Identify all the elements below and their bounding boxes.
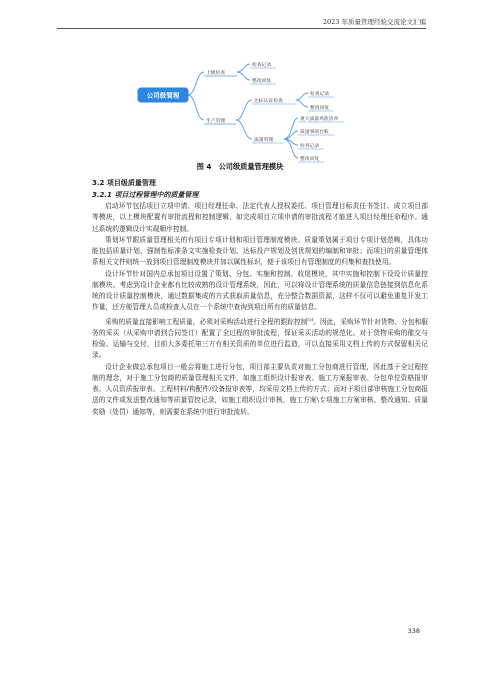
paragraph-planning: 策划环节跟质量管理相关的有项目专项计划和项目管理制度模块。质量策划属于项目专项计划范畴，具体功能包括质量计划、强制性标准条文实施检查计划、达标投产规划及创优规划的编制和审批；而项目的质量管理体系相关文件则统一放到项目管理制度模块并加以属性标识，便于该项目有管理制度的归集和查找使用。 xyxy=(92,235,428,267)
paragraph-procurement xyxy=(92,314,428,362)
root-node xyxy=(138,88,188,102)
node-standard-check: 达标认证检查 xyxy=(254,99,283,104)
paragraph-design: 设计环节针对国内总承包项目设置了策划、分包、实施和控制、收尾模块，其中实施和控制下设设计质量控制模块。考虑到设计企业都有比较成熟的设计管理系统，因此，可以将设计管理系统的质量信息链接到信息化系统的设计质量控制模块，通过数据集成的方式获取质量信息，充分整合数据资源，这样不仅可以避免重复开发工作量，还方便管理人员或检查人员在一个系统中查询到项目所有的质量信息。 xyxy=(92,269,428,312)
paragraph-construction: 设计企业做总承包项目一般会将施工进行分包，项目部主要负责对施工分包商进行管理，因此基于全过程控制的理念，对于施工分包商的质量管理相关文件，如施工组织设计报审表、施工方案报审表、分包单位资格报审表、人员资质报审表、工程材料/构配件/设备报审表等，均采用文档上传的方式；而对于项目部审核施工分包商报送的文件或发送整改通知等质量管控记录，如施工组织设计审核、施工方案\专项施工方案审核、整改通知、质量奖励（处罚）通知等，则需要在系统中进行审批流转。 xyxy=(92,362,428,416)
node-top-record: 检查记录 xyxy=(252,63,272,68)
node-quality-mgmt: 质量管理 xyxy=(254,138,274,143)
citation-ref: [3] xyxy=(307,316,314,322)
node-top-check: 上级检查 xyxy=(206,71,226,76)
node-incident-ledger: 质量事故台账 xyxy=(300,130,329,135)
paragraph-startup: 启动环节包括项目立项申请、项目经理任命、法定代表人授权委托、项目管理目标责任书签订、成立项目部等模块，以上模块配置有审批流程和控制逻辑，如完成项目立项申请的审批流程才能进入项目经理任命程序。通过系统的逻辑设计实现顺序控制。 xyxy=(92,202,428,233)
connector-lines xyxy=(188,64,308,158)
root-node-label: 公司级管理 xyxy=(146,91,180,100)
node-risk-list: 重大质量风险清单 xyxy=(300,117,339,122)
running-header: 2023 年质量管理经验交流论文汇编 xyxy=(322,18,426,26)
subsection-heading: 3.2.1 项目过程管理中的质量管理 xyxy=(92,191,199,199)
node-production: 生产管理 xyxy=(206,119,226,124)
node-std-rectify: 整改回复 xyxy=(310,106,330,111)
production-branch xyxy=(204,90,344,162)
node-std-record: 检查记录 xyxy=(310,92,330,97)
node-q-rectify: 整改回复 xyxy=(300,157,320,162)
figure-caption: 图 4 公司级质量管理模块 xyxy=(196,162,284,171)
section-heading: 3.2 项目级质量管理 xyxy=(92,179,156,187)
procurement-text-a: 采购的质量直接影响工程质量，必须对采购活动进行全程的跟踪控制 xyxy=(105,317,308,326)
procurement-text-b: 。因此，采购环节针对货物、分包和服务的采买（从采购申请到合同签订）配置了全过程的审批流程，保证采买活动的规范化。对于货物采购的催交与检验、运输与交付，目前大多委托第三方有相关资质的单位进行监造，可以直接采用文档上传的方式保留相关记录。 xyxy=(92,317,428,360)
node-q-record: 检查记录 xyxy=(300,144,320,149)
page-number: 338 xyxy=(407,627,420,635)
node-top-rectify: 整改回复 xyxy=(252,79,272,84)
body-text xyxy=(92,201,428,418)
